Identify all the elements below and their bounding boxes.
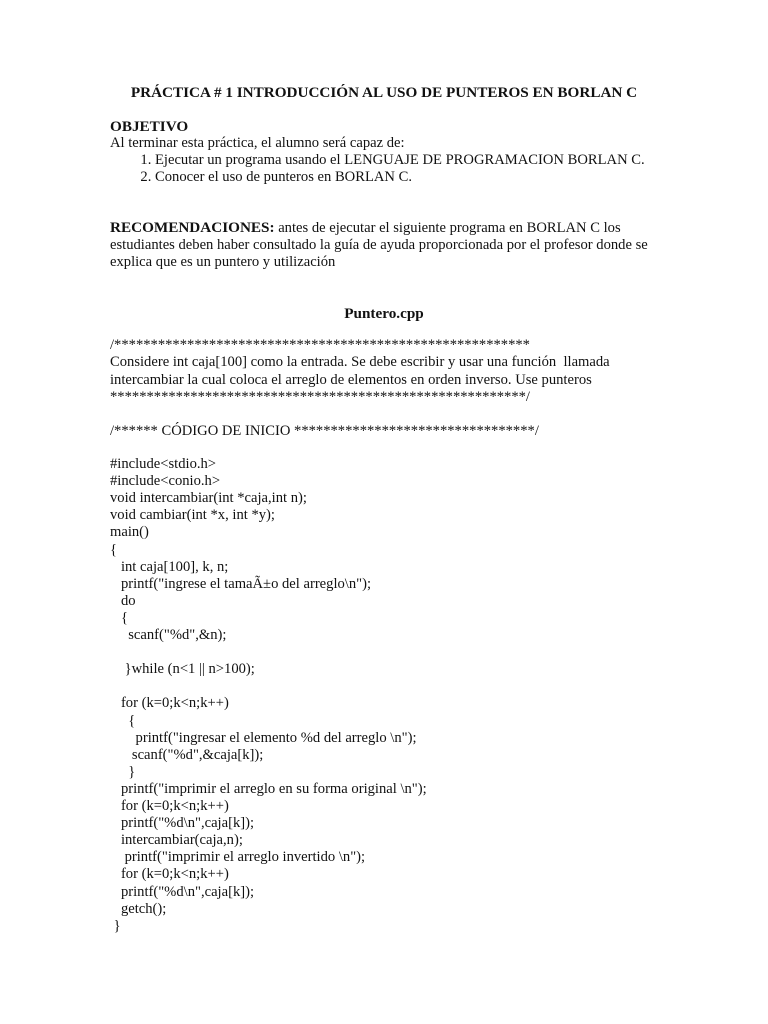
code-line: void intercambiar(int *caja,int n); <box>110 490 307 507</box>
code-line: printf("ingrese el tamaÃ±o del arreglo\n"); <box>110 575 372 592</box>
code-line: printf("ingresar el elemento %d del arreglo \n"); <box>110 729 417 746</box>
code-line: for (k=0;k<n;k++) <box>110 866 229 883</box>
comment-line: /********************************************************* <box>110 337 530 353</box>
objective-item-1: 1. Ejecutar un programa usando el LENGUAJE DE PROGRAMACION BORLAN C. <box>155 152 650 169</box>
code-line: #include<stdio.h> <box>110 456 217 472</box>
objective-intro: Al terminar esta práctica, el alumno será capaz de: <box>110 135 405 151</box>
code-line: }while (n<1 || n>100); <box>110 661 255 678</box>
code-line: } <box>110 917 121 934</box>
code-line: { <box>110 712 136 729</box>
code-line: { <box>110 541 118 558</box>
objective-item-2: 2. Conocer el uso de punteros en BORLAN C. <box>155 169 650 186</box>
recommendations-label: RECOMENDACIONES: <box>110 219 275 236</box>
objective-section <box>110 118 650 186</box>
code-line: do <box>110 592 136 609</box>
code-line: printf("imprimir el arreglo invertido \n"); <box>110 849 366 866</box>
recommendations-text: antes de ejecutar el siguiente programa en BORLAN C los estudiantes deben haber consultado la guía de ayuda proporcionada por el profesor donde se explica que es un puntero y utilización <box>110 220 648 270</box>
code-line: main() <box>110 524 149 541</box>
code-start-comment: /****** CÓDIGO DE INICIO *********************************/ <box>110 423 539 439</box>
comment-line: *********************************************************/ <box>110 389 530 405</box>
code-line: getch(); <box>110 900 167 917</box>
code-line: #include<conio.h> <box>110 473 221 490</box>
code-line: for (k=0;k<n;k++) <box>110 798 229 814</box>
code-line: scanf("%d",&caja[k]); <box>110 746 264 763</box>
file-title: Puntero.cpp <box>344 305 424 322</box>
code-line: } <box>110 763 136 780</box>
document-title: PRÁCTICA # 1 INTRODUCCIÓN AL USO DE PUNTEROS EN BORLAN C <box>130 84 638 101</box>
code-line: void cambiar(int *x, int *y); <box>110 507 275 524</box>
objective-heading: OBJETIVO <box>110 118 189 135</box>
objective-list <box>110 152 650 186</box>
code-line: intercambiar(caja,n); <box>110 832 243 849</box>
comment-line: Considere int caja[100] como la entrada. Se debe escribir y usar una función llamada <box>110 354 610 370</box>
code-line: int caja[100], k, n; <box>110 558 229 575</box>
code-line: scanf("%d",&n); <box>110 627 227 643</box>
code-line: { <box>110 609 128 626</box>
comment-line: intercambiar la cual coloca el arreglo de elementos en orden inverso. Use punteros <box>110 372 592 388</box>
code-line: printf("%d\n",caja[k]); <box>110 883 255 900</box>
code-line: printf("%d\n",caja[k]); <box>110 815 255 832</box>
code-line: printf("imprimir el arreglo en su forma original \n"); <box>110 780 427 797</box>
recommendations-section <box>110 219 650 271</box>
code-line: for (k=0;k<n;k++) <box>110 695 229 712</box>
